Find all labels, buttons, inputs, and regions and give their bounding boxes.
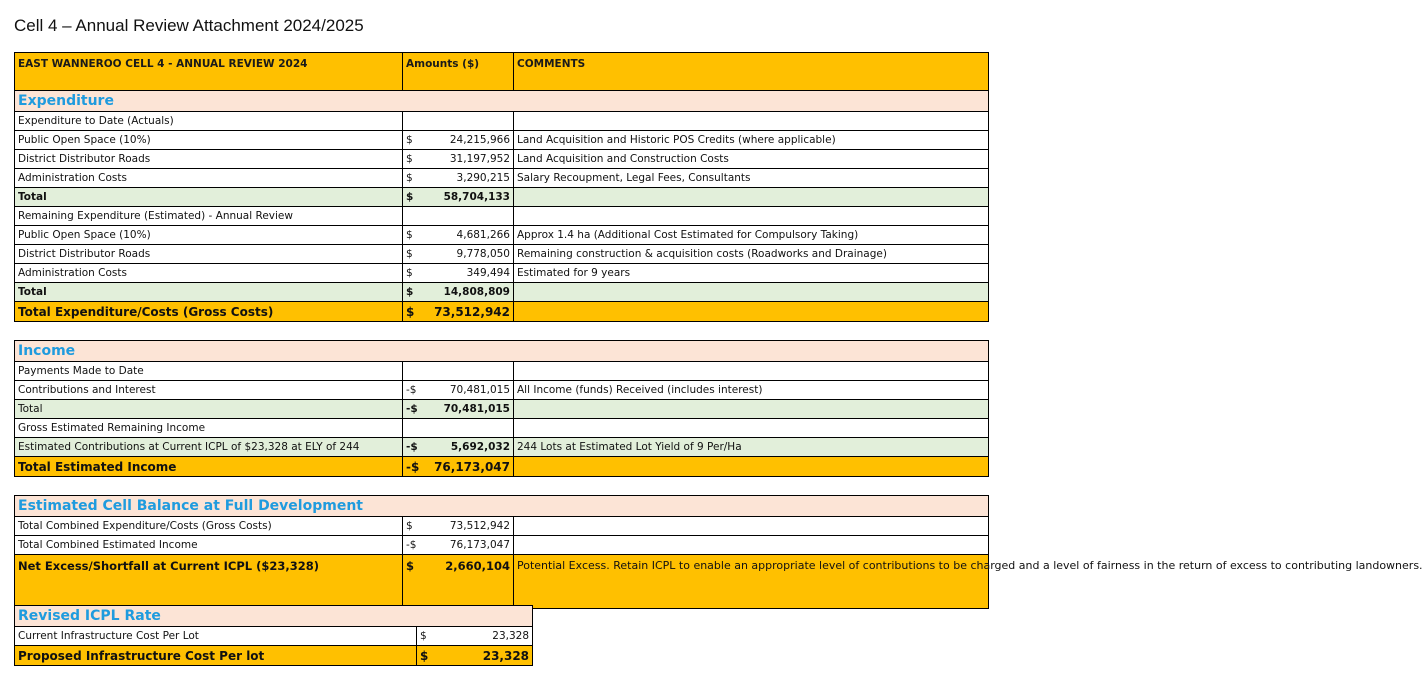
amount-cell: 76,173,047 [417,457,514,477]
income-grand-total-row [15,457,989,477]
currency-sign: $ [403,283,417,302]
currency-sign: $ [403,517,417,536]
comment-cell: 244 Lots at Estimated Lot Yield of 9 Per/Ha [514,438,989,457]
row-label: Total [15,188,403,207]
currency-sign: $ [403,226,417,245]
amount-cell: 76,173,047 [417,536,514,555]
table-header-row [15,53,989,91]
actuals-label: Expenditure to Date (Actuals) [15,112,403,131]
net-balance-row [15,555,989,609]
row-label: Estimated Contributions at Current ICPL of $23,328 at ELY of 244 [15,438,403,457]
row-label: Total Estimated Income [15,457,403,477]
comment-cell: Salary Recoupment, Legal Fees, Consultants [514,169,989,188]
balance-heading: Estimated Cell Balance at Full Development [18,497,363,514]
currency-sign: $ [403,302,417,322]
icpl-table [14,605,533,666]
header-description: EAST WANNEROO CELL 4 - ANNUAL REVIEW 2024 [15,53,403,91]
amount-cell: 73,512,942 [417,517,514,536]
row-label: Current Infrastructure Cost Per Lot [15,627,417,646]
currency-sign: -$ [403,400,417,419]
balance-section-row [15,496,989,517]
expenditure-grand-total-row [15,302,989,322]
row-label: Total [15,283,403,302]
currency-sign: $ [403,188,417,207]
header-comments: COMMENTS [514,53,989,91]
payments-label: Payments Made to Date [15,362,403,381]
table-row [15,381,989,400]
currency-sign: -$ [403,536,417,555]
table-row [15,438,989,457]
amount-cell: 349,494 [417,264,514,283]
amount-cell: 14,808,809 [417,283,514,302]
proposed-icpl-row [15,646,533,666]
currency-sign: $ [417,646,431,666]
table-row [15,517,989,536]
actuals-total-row [15,188,989,207]
currency-sign: $ [403,245,417,264]
income-heading: Income [18,342,76,359]
spacer-row [15,477,989,496]
icpl-section-row [15,606,533,627]
row-label: Total Combined Estimated Income [15,536,403,555]
row-label: Total Combined Expenditure/Costs (Gross Costs) [15,517,403,536]
row-label: Administration Costs [15,169,403,188]
table-row [15,419,989,438]
row-label: District Distributor Roads [15,150,403,169]
table-row [15,627,533,646]
row-label: Administration Costs [15,264,403,283]
table-row [15,226,989,245]
row-label: Public Open Space (10%) [15,131,403,150]
header-amounts: Amounts ($) [403,53,514,91]
amount-cell: 5,692,032 [417,438,514,457]
amount-cell: 58,704,133 [417,188,514,207]
row-label: Total Expenditure/Costs (Gross Costs) [15,302,403,322]
table-row [15,362,989,381]
amount-cell: 73,512,942 [417,302,514,322]
currency-sign: $ [403,150,417,169]
annual-review-table [14,52,1423,609]
amount-cell: 31,197,952 [417,150,514,169]
currency-sign: $ [403,131,417,150]
currency-sign: -$ [403,457,417,477]
table-row [15,207,989,226]
amount-cell: 9,778,050 [417,245,514,264]
row-label: Public Open Space (10%) [15,226,403,245]
amount-cell: 23,328 [431,627,533,646]
expenditure-heading: Expenditure [18,92,114,109]
amount-cell: 2,660,104 [417,555,514,609]
table-row [15,169,989,188]
amount-cell: 4,681,266 [417,226,514,245]
currency-sign: $ [417,627,431,646]
currency-sign: $ [403,555,417,609]
income-section-row [15,341,989,362]
comment-cell: Land Acquisition and Historic POS Credits (where applicable) [514,131,989,150]
comment-cell: Approx 1.4 ha (Additional Cost Estimated for Compulsory Taking) [514,226,989,245]
comment-cell: Estimated for 9 years [514,264,989,283]
row-label: District Distributor Roads [15,245,403,264]
amount-cell: 23,328 [431,646,533,666]
expenditure-section-row [15,91,989,112]
table-row [15,150,989,169]
amount-cell: 70,481,015 [417,381,514,400]
currency-sign: $ [403,169,417,188]
comment-cell: Land Acquisition and Construction Costs [514,150,989,169]
comment-cell: Potential Excess. Retain ICPL to enable an appropriate level of contributions to be charged and a level of fairness in the return of excess to contributing landowners. [514,555,989,609]
comment-cell: All Income (funds) Received (includes interest) [514,381,989,400]
comment-cell: Remaining construction & acquisition costs (Roadworks and Drainage) [514,245,989,264]
spacer-row [15,322,989,341]
remaining-total-row [15,283,989,302]
icpl-heading: Revised ICPL Rate [18,607,161,624]
page-title: Cell 4 – Annual Review Attachment 2024/2025 [14,16,364,35]
row-label: Total [15,400,403,419]
gross-income-label: Gross Estimated Remaining Income [15,419,403,438]
table-row [15,112,989,131]
amount-cell: 70,481,015 [417,400,514,419]
row-label: Contributions and Interest [15,381,403,400]
payments-total-row [15,400,989,419]
currency-sign: $ [403,264,417,283]
row-label: Net Excess/Shortfall at Current ICPL ($23,328) [15,555,403,609]
amount-cell: 24,215,966 [417,131,514,150]
table-row [15,536,989,555]
currency-sign: -$ [403,438,417,457]
table-row [15,131,989,150]
currency-sign: -$ [403,381,417,400]
amount-cell: 3,290,215 [417,169,514,188]
row-label: Proposed Infrastructure Cost Per lot [15,646,417,666]
table-row [15,264,989,283]
table-row [15,245,989,264]
remaining-label: Remaining Expenditure (Estimated) - Annual Review [15,207,403,226]
